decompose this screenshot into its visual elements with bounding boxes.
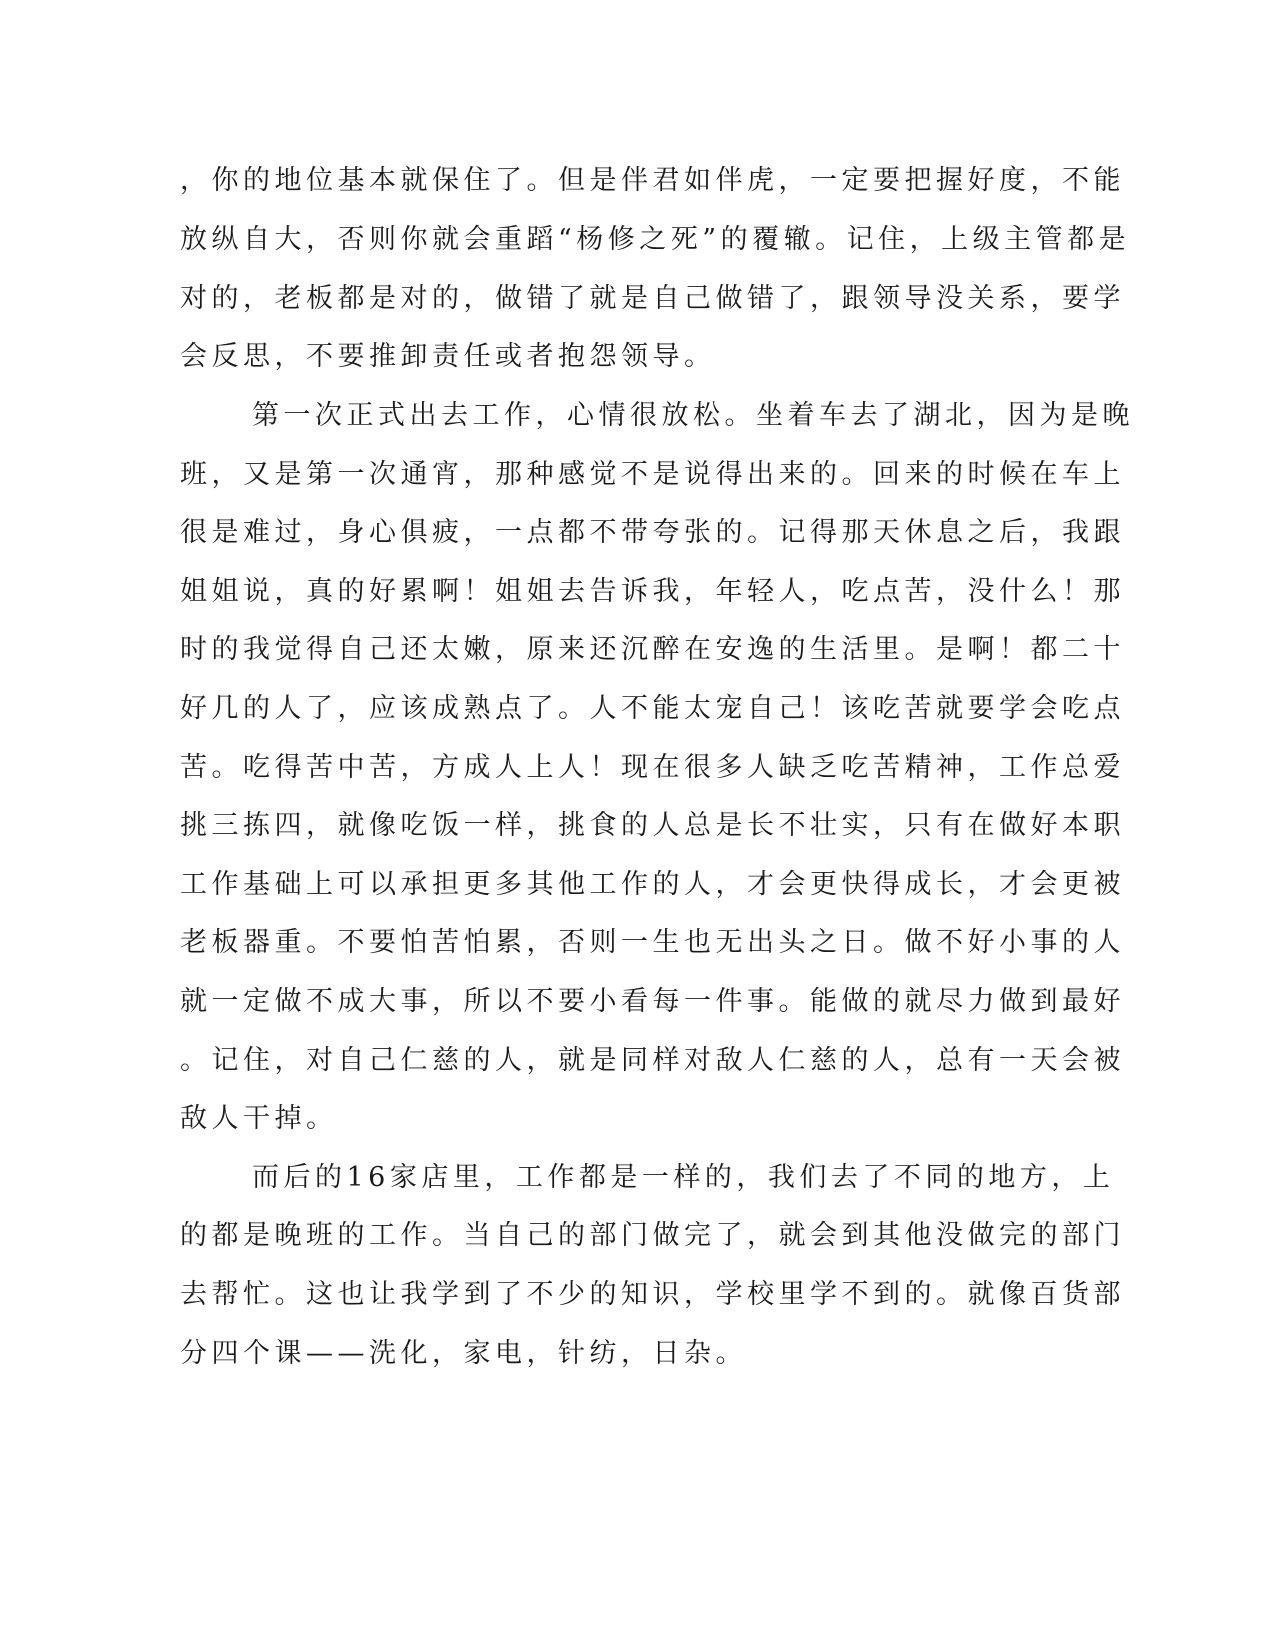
text-line: ，你的地位基本就保住了。但是伴君如伴虎，一定要把握好度，不能	[180, 165, 1125, 196]
text-line: 很是难过，身心俱疲，一点都不带夸张的。记得那天休息之后，我跟	[180, 517, 1125, 548]
text-line: 。记住，对自己仁慈的人，就是同样对敌人仁慈的人，总有一天会被	[180, 1045, 1125, 1076]
paragraph-first-line: 第一次正式出去工作，心情很放松。坐着车去了湖北，因为是晚	[252, 400, 1134, 431]
text-line: 班，又是第一次通宵，那种感觉不是说得出来的。回来的时候在车上	[180, 459, 1125, 490]
text-line: 的都是晚班的工作。当自己的部门做完了，就会到其他没做完的部门	[180, 1220, 1125, 1251]
text-line: 分四个课——洗化，家电，针纺，日杂。	[180, 1338, 747, 1369]
text-line: 苦。吃得苦中苦，方成人上人！现在很多人缺乏吃苦精神，工作总爱	[180, 752, 1125, 783]
text-line: 好几的人了，应该成熟点了。人不能太宠自己！该吃苦就要学会吃点	[180, 693, 1125, 724]
text-line: 时的我觉得自己还太嫩，原来还沉醉在安逸的生活里。是啊！都二十	[180, 634, 1125, 665]
text-line: 就一定做不成大事，所以不要小看每一件事。能做的就尽力做到最好	[180, 986, 1125, 1017]
text-line: 挑三拣四，就像吃饭一样，挑食的人总是长不壮实，只有在做好本职	[180, 810, 1125, 841]
text-line: 会反思，不要推卸责任或者抱怨领导。	[180, 341, 716, 372]
text-line: 对的，老板都是对的，做错了就是自己做错了，跟领导没关系，要学	[180, 283, 1125, 314]
text-line: 放纵自大，否则你就会重蹈“杨修之死”的覆辙。记住，上级主管都是	[180, 224, 1131, 255]
text-line: 敌人干掉。	[180, 1103, 338, 1134]
text-line: 工作基础上可以承担更多其他工作的人，才会更快得成长，才会更被	[180, 869, 1125, 900]
text-line: 姐姐说，真的好累啊！姐姐去告诉我，年轻人，吃点苦，没什么！那	[180, 576, 1125, 607]
paragraph-first-line: 而后的16家店里，工作都是一样的，我们去了不同的地方，上	[252, 1162, 1115, 1193]
text-line: 老板器重。不要怕苦怕累，否则一生也无出头之日。做不好小事的人	[180, 927, 1125, 958]
text-line: 去帮忙。这也让我学到了不少的知识，学校里学不到的。就像百货部	[180, 1279, 1125, 1310]
